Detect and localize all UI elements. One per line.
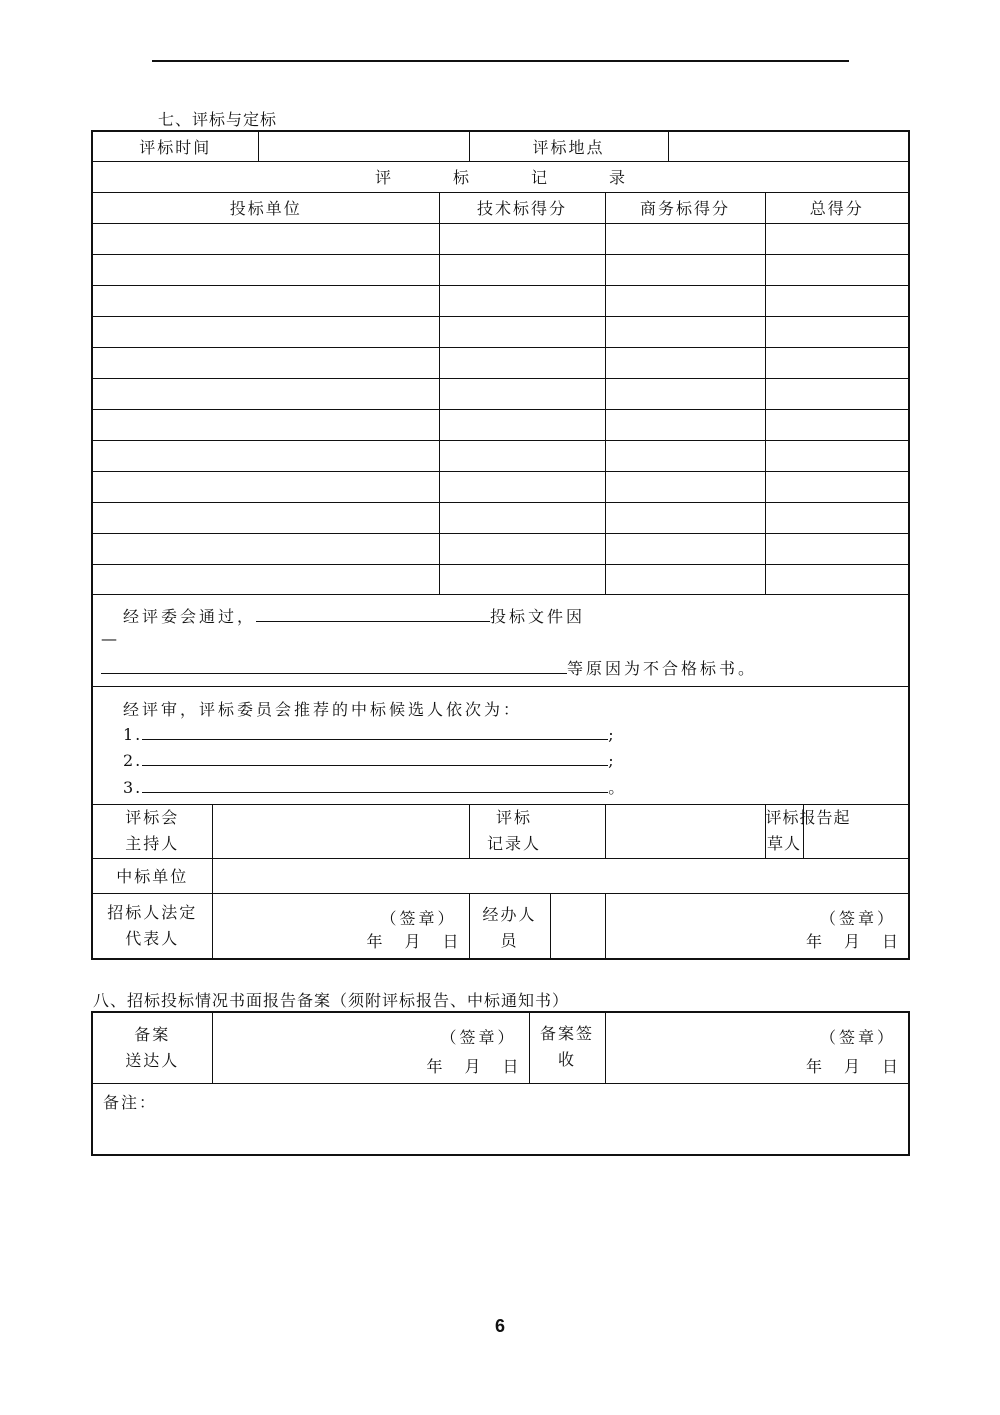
host-label [92, 804, 212, 858]
eval-place-input[interactable] [668, 131, 909, 161]
total-score-cell[interactable] [765, 316, 909, 347]
candidate-end: 。 [608, 777, 627, 797]
total-score-cell[interactable] [765, 409, 909, 440]
biz-score-cell[interactable] [605, 254, 765, 285]
filing-sender-label [92, 1012, 212, 1083]
tech-score-cell[interactable] [439, 440, 605, 471]
bidder-cell[interactable] [92, 316, 439, 347]
record-title-char: 记 [530, 168, 549, 187]
winner-label: 中标单位 [92, 858, 212, 893]
bidder-cell[interactable] [92, 564, 439, 594]
col-header-biz-score: 商务标得分 [605, 192, 765, 223]
biz-score-cell[interactable] [605, 316, 765, 347]
statement1-mid: 投标文件因 [490, 606, 586, 626]
biz-score-cell[interactable] [605, 533, 765, 564]
statement1-prefix: 经评委会通过， [123, 606, 257, 626]
bidder-cell[interactable] [92, 502, 439, 533]
record-title [92, 161, 909, 192]
table-row [92, 564, 909, 594]
biz-score-cell[interactable] [605, 502, 765, 533]
tech-score-cell[interactable] [439, 316, 605, 347]
biz-score-cell[interactable] [605, 440, 765, 471]
year-label: 年 [426, 1056, 445, 1076]
drafter-label-line1: 评标报告起 [765, 808, 851, 827]
remarks-label: 备注： [103, 1092, 158, 1112]
eval-place-label: 评标地点 [469, 131, 668, 161]
table-row [92, 502, 909, 533]
section-7-title: 七、评标与定标 [158, 110, 278, 129]
table-row [92, 347, 909, 378]
biz-score-cell[interactable] [605, 223, 765, 254]
candidate-line [123, 723, 616, 744]
table-row [92, 440, 909, 471]
tech-score-cell[interactable] [439, 471, 605, 502]
day-label: 日 [442, 932, 461, 951]
seal-label: （签章） [440, 1028, 517, 1047]
table-row [92, 254, 909, 285]
handler-label-line2: 员 [500, 930, 519, 950]
tech-score-cell[interactable] [439, 533, 605, 564]
bidder-cell[interactable] [92, 471, 439, 502]
col-header-tech-score: 技术标得分 [439, 192, 605, 223]
bidder-cell[interactable] [92, 533, 439, 564]
candidate-line [123, 749, 616, 770]
sender-label-line1: 备案 [134, 1024, 171, 1044]
eval-time-input[interactable] [258, 131, 469, 161]
total-score-cell[interactable] [765, 223, 909, 254]
recorder-label-line2: 记录人 [487, 834, 542, 853]
total-score-cell[interactable] [765, 285, 909, 316]
host-label-line1: 评标会 [125, 808, 180, 827]
total-score-cell[interactable] [765, 378, 909, 409]
header-rule [152, 60, 849, 62]
candidate-line [123, 775, 626, 798]
day-label: 日 [882, 932, 901, 951]
record-title-char: 标 [452, 168, 471, 187]
table-row [92, 316, 909, 347]
bidder-cell[interactable] [92, 254, 439, 285]
filing-table [91, 1011, 910, 1156]
record-title-char: 评 [375, 168, 394, 187]
record-title-char: 录 [608, 168, 627, 187]
candidate-end: ; [608, 724, 616, 744]
total-score-cell[interactable] [765, 471, 909, 502]
biz-score-cell[interactable] [605, 347, 765, 378]
year-label: 年 [805, 1056, 824, 1076]
recorder-input[interactable] [605, 804, 765, 858]
host-label-line2: 主持人 [125, 834, 180, 853]
total-score-cell[interactable] [765, 564, 909, 594]
date-placeholder [786, 929, 900, 952]
bidder-cell[interactable] [92, 378, 439, 409]
bidder-cell[interactable] [92, 223, 439, 254]
candidate-num: 2. [123, 750, 143, 770]
table-row [92, 285, 909, 316]
table-row [92, 471, 909, 502]
tech-score-cell[interactable] [439, 378, 605, 409]
seal-label: （签章） [820, 908, 897, 928]
date-placeholder [786, 1054, 900, 1077]
sender-label-line2: 送达人 [125, 1050, 180, 1070]
month-label: 月 [404, 932, 423, 951]
handler-label [469, 893, 605, 959]
evaluation-table [91, 130, 910, 960]
receipt-label-line1: 备案签 [539, 1024, 594, 1043]
year-label: 年 [366, 932, 385, 951]
disqualification-statement [92, 594, 909, 686]
biz-score-cell[interactable] [605, 285, 765, 316]
page-number: 6 [494, 1316, 505, 1336]
section-8-title: 八、招标投标情况书面报告备案（须附评标报告、中标通知书） [93, 991, 570, 1010]
table-row [92, 409, 909, 440]
tech-score-cell[interactable] [439, 347, 605, 378]
handler-label-line1: 经办人 [482, 904, 537, 924]
host-input[interactable] [212, 804, 469, 858]
recorder-label-line1: 评标 [496, 808, 533, 827]
candidate-num: 1. [123, 724, 143, 744]
legal-rep-signature[interactable] [212, 893, 469, 959]
disqualification-reason-blank[interactable] [101, 657, 567, 674]
receipt-label-line2: 收 [557, 1050, 576, 1069]
tech-score-cell[interactable] [439, 254, 605, 285]
year-label: 年 [805, 932, 824, 951]
month-label: 月 [844, 932, 863, 951]
candidate-2-blank[interactable] [142, 749, 608, 766]
tech-score-cell[interactable] [439, 502, 605, 533]
candidate-num: 3. [123, 777, 143, 797]
legal-rep-label-line1: 招标人法定 [107, 902, 198, 922]
filing-receipt-label [529, 1012, 605, 1083]
biz-score-cell[interactable] [605, 564, 765, 594]
date-placeholder [346, 929, 460, 952]
total-score-cell[interactable] [765, 347, 909, 378]
filing-sender-signature[interactable] [212, 1012, 529, 1083]
candidate-intro: 经评审，评标委员会推荐的中标候选人依次为： [123, 699, 523, 719]
table-row [92, 378, 909, 409]
eval-time-label: 评标时间 [92, 131, 258, 161]
handler-signature[interactable] [605, 893, 909, 959]
month-label: 月 [843, 1056, 862, 1076]
table-row [92, 223, 909, 254]
biz-score-cell[interactable] [605, 409, 765, 440]
candidate-3-blank[interactable] [142, 776, 608, 793]
drafter-label-line2: 草人 [767, 834, 802, 853]
bidder-cell[interactable] [92, 440, 439, 471]
seal-label: （签章） [380, 908, 457, 928]
total-score-cell[interactable] [765, 533, 909, 564]
biz-score-cell[interactable] [605, 471, 765, 502]
statement1-dash: — [101, 628, 120, 648]
biz-score-cell[interactable] [605, 378, 765, 409]
legal-rep-label-line2: 代表人 [125, 928, 180, 948]
total-score-cell[interactable] [765, 502, 909, 533]
month-label: 月 [464, 1056, 483, 1076]
tech-score-cell[interactable] [439, 564, 605, 594]
day-label: 日 [881, 1056, 900, 1076]
date-placeholder [406, 1054, 520, 1077]
filing-receipt-signature[interactable] [605, 1012, 909, 1083]
bidder-cell[interactable] [92, 285, 439, 316]
bidder-cell[interactable] [92, 409, 439, 440]
total-score-cell[interactable] [765, 254, 909, 285]
winner-input[interactable] [212, 858, 909, 893]
bidder-cell[interactable] [92, 347, 439, 378]
statement1-suffix: 等原因为不合格标书。 [567, 658, 758, 678]
recorder-label [469, 804, 605, 858]
legal-rep-label [92, 893, 212, 959]
disqualified-bidder-blank[interactable] [256, 605, 490, 622]
total-score-cell[interactable] [765, 440, 909, 471]
day-label: 日 [502, 1056, 521, 1076]
drafter-label [765, 804, 851, 858]
col-header-bidder: 投标单位 [92, 192, 439, 223]
tech-score-cell[interactable] [439, 409, 605, 440]
candidate-1-blank[interactable] [142, 723, 608, 740]
candidate-end: ; [608, 750, 616, 770]
col-header-total-score: 总得分 [765, 192, 909, 223]
tech-score-cell[interactable] [439, 285, 605, 316]
candidate-statement [92, 686, 909, 804]
seal-label: （签章） [819, 1028, 896, 1047]
table-row [92, 533, 909, 564]
tech-score-cell[interactable] [439, 223, 605, 254]
remarks-cell[interactable] [92, 1083, 909, 1155]
